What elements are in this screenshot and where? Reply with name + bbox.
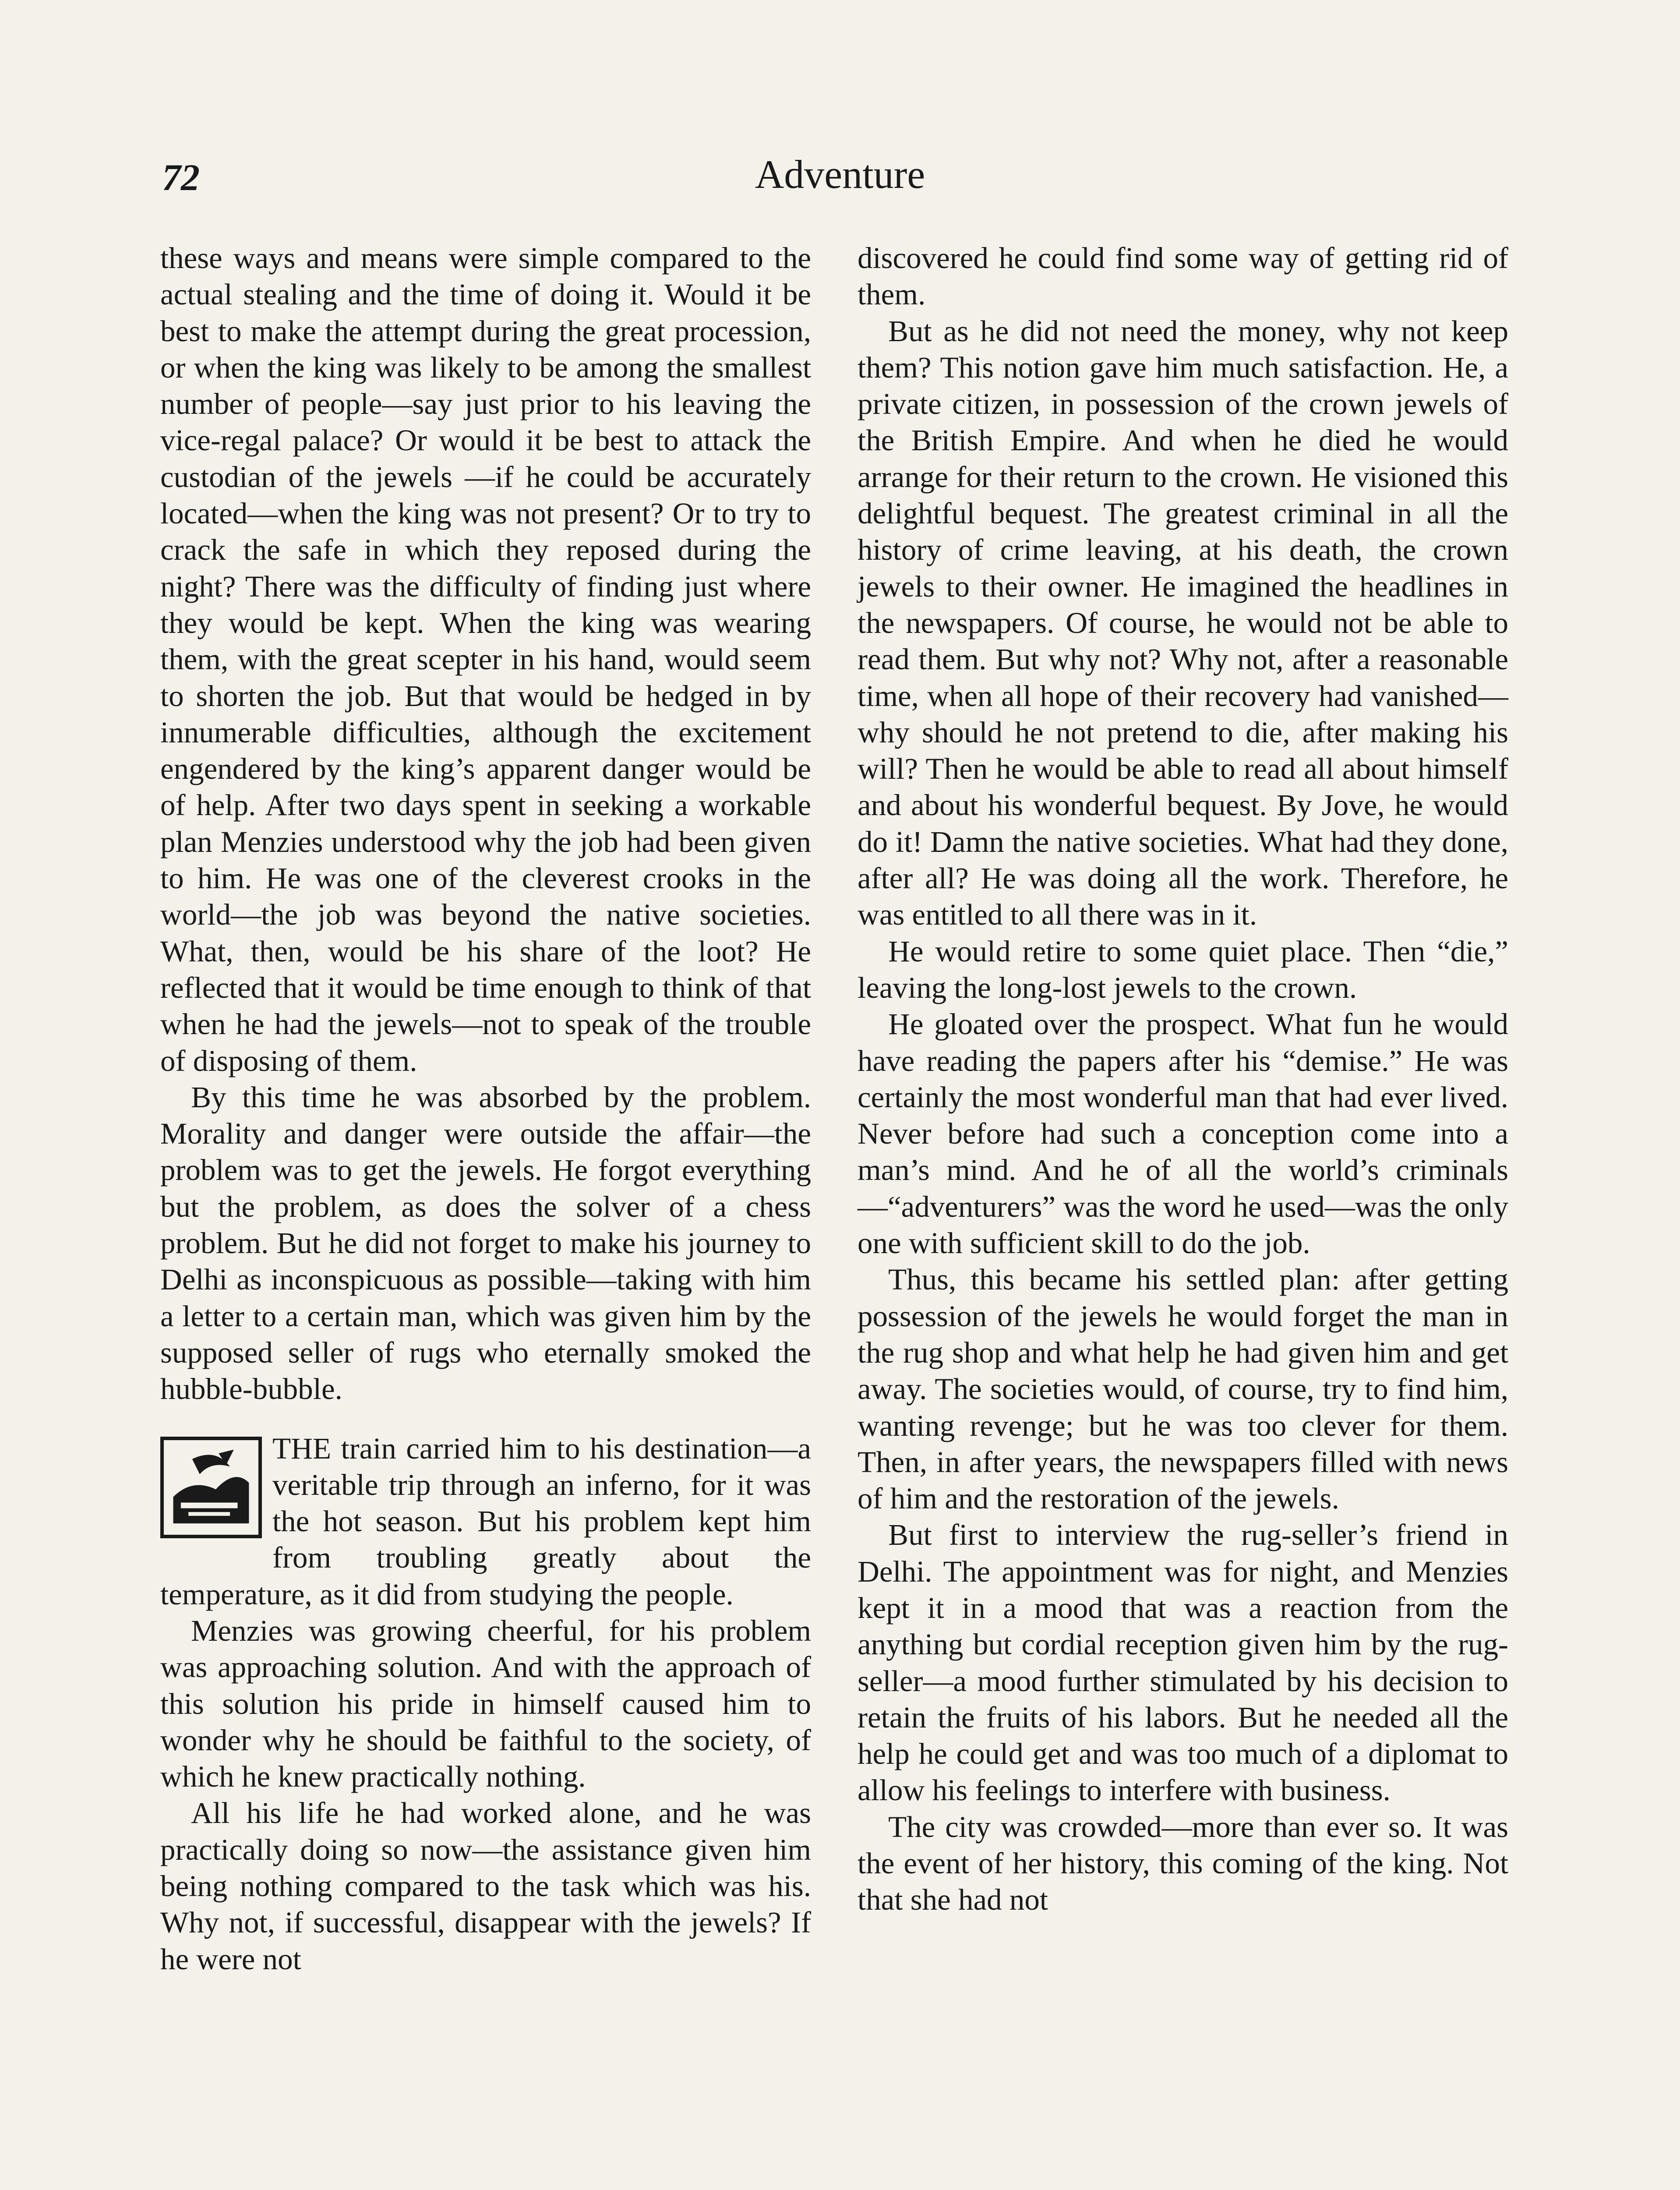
paragraph: Menzies was growing cheerful, for his problem was approaching solution. And with the approach of this solution his pride in himself caused him to wonder why he should be faithful to the society, of which he knew practically nothing. — [160, 1614, 811, 1794]
paragraph: By this time he was absorbed by the problem. Morality and danger were outside the affair—the problem was to get the jewels. He forgot everything but the problem, as does the solver of a chess problem. But he did not forget to make his journey to Delhi as inconspicuous as possible—taking with him a letter to a certain man, which was given him by the supposed seller of rugs who eternally smoked the hubble-bubble. — [160, 1080, 811, 1406]
right-column — [858, 240, 1508, 1918]
ornamental-initial-icon — [160, 1437, 262, 1538]
paragraph: He gloated over the prospect. What fun he would have reading the papers after his “demise.” He was certainly the most wonderful man that had ever lived. Never before had such a conception come into a man’s mind. And he of all the world’s criminals—“adventurers” was the word he used—was the only one with sufficient skill to do the job. — [858, 1007, 1508, 1260]
paragraph: Thus, this became his settled plan: after getting possession of the jewels he would forget the man in the rug shop and what help he had given him and get away. The societies would, of course, try to find him, wanting revenge; but he was too clever for them. Then, in after years, the newspapers filled with news of him and the restoration of the jewels. — [858, 1263, 1508, 1515]
paragraph: But as he did not need the money, why not keep them? This notion gave him much satisfaction. He, a private citizen, in possession of the crown jewels of the British Empire. And when he died he would arrange for their return to the crown. He visioned this delightful bequest. The greatest criminal in all the history of crime leaving, at his death, the crown jewels to their owner. He imagined the headlines in the newspapers. Of course, he would not be able to read them. But why not? Why not, after a reasonable time, when all hope of their recovery had vanished—why should he not pretend to die, after making his will? Then he would be able to read all about himself and about his wonderful bequest. By Jove, he would do it! Damn the native societies. What had they done, after all? He was doing all the work. Therefore, he was entitled to all there was in it. — [858, 314, 1508, 932]
paragraph: All his life he had worked alone, and he was practically doing so now—the assistance given him being nothing compared to the task which was his. Why not, if successful, disappear with the jewels? If he were not — [160, 1796, 811, 1976]
page-number: 72 — [162, 156, 200, 198]
paragraph: He would retire to some quiet place. Then “die,” leaving the long-lost jewels to the crown. — [858, 934, 1508, 1004]
paragraph: But first to interview the rug-seller’s friend in Delhi. The appointment was for night, and Menzies kept it in a mood that was a reaction from the anything but cordial reception given him by the rug-seller—a mood further stimulated by his decision to retain the fruits of his labors. But he needed all the help he could get and was too much of a diplomat to allow his feelings to interfere with business. — [858, 1518, 1508, 1807]
running-title: Adventure — [755, 152, 925, 197]
paragraph: these ways and means were simple compared to the actual stealing and the time of doing it. Would it be best to make the attempt during the great procession, or when the king was likely to be among the smallest number of people—say just prior to his leaving the vice-regal palace? Or would it be best to attack the custodian of the jewels —if he could be accurately located—when the king was not present? Or to try to crack the safe in which they reposed during the night? There was the difficulty of finding just where they would be kept. When the king was wearing them, with the great scepter in his hand, would seem to shorten the job. But that would be hedged in by innumerable difficulties, although the excitement engendered by the king’s apparent danger would be of help. After two days spent in seeking a workable plan Menzies understood why the job had been given to him. He was one of the cleverest crooks in the world—the job was beyond the native societies. What, then, would be his share of the loot? He reflected that it would be time enough to think of that when he had the jewels—not to speak of the trouble of disposing of them. — [160, 241, 811, 1077]
paragraph: discovered he could find some way of getting rid of them. — [858, 241, 1508, 311]
section-start — [160, 1431, 811, 1613]
paragraph: THE train carried him to his destination—a veritable trip through an inferno, for it was the hot season. But his problem kept him from troubling greatly about the temperature, as it did from studying the people. — [160, 1431, 811, 1611]
paragraph: The city was crowded—more than ever so. It was the event of her history, this coming of the king. Not that she had not — [858, 1810, 1508, 1917]
left-column — [160, 240, 811, 1978]
